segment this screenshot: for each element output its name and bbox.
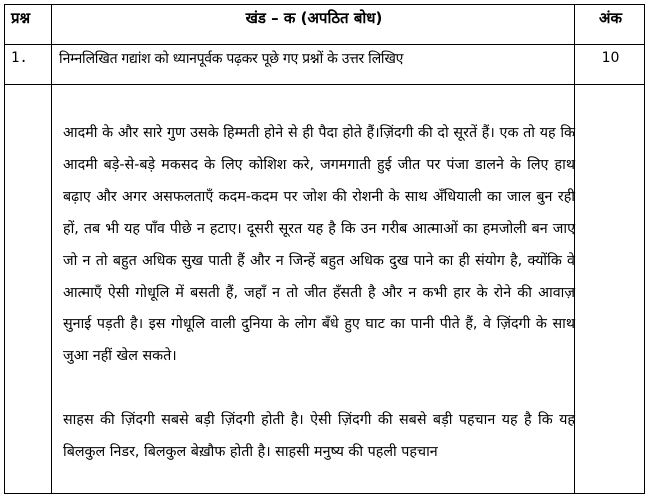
unseen-passage [63, 118, 575, 469]
passage-paragraph: साहस की ज़िंदगी सबसे बड़ी ज़िंदगी होती है। ऐसी ज़िंदगी की सबसे बड़ी पहचान यह है कि यह बिलकुल निडर, बिलकुल बेख़ौफ होती है। साहसी मनुष्य की पहली पहचान [63, 412, 575, 461]
question-marks: 10 [601, 50, 620, 66]
header-question: प्रश्न [11, 9, 31, 27]
column-divider [51, 5, 52, 493]
question-table [4, 4, 645, 494]
question-instruction: निम्नलिखित गद्यांश को ध्यानपूर्वक पढ़कर पूछे गए प्रश्नों के उत्तर लिखिए [59, 51, 404, 67]
passage-paragraph: आदमी के और सारे गुण उसके हिम्मती होने से ही पैदा होते हैं।ज़िंदगी की दो सूरतें हैं। एक तो यह कि आदमी बड़े-से-बड़े मकसद के लिए कोशिश करे, जगमगाती हुई जीत पर पंजा डालने के लिए हाथ बढ़ाए और अगर असफलताएँ कदम-कदम पर जोश की रोशनी के साथ अँधियाली का जाल बुन रही हों, तब भी यह पाँव पीछे न हटाए। दूसरी सूरत यह है कि उन गरीब आत्माओं का हमजोली बन जाए जो न तो बहुत अधिक सुख पाती हैं और न जिन्हें बहुत अधिक दुख पाने का ही संयोग है, क्योंकि वे आत्माएँ ऐसी गोधूलि में बसती हैं, जहाँ न तो जीत हँसती है और न कभी हार के रोने की आवाज़ सुनाई पड़ती है। इस गोधूलि वाली दुनिया के लोग बँधे हुए घाट का पानी पीते हैं, वे ज़िंदगी के साथ जुआ नहीं खेल सकते। [63, 125, 575, 365]
header-marks: अंक [599, 9, 622, 27]
row-divider [5, 44, 644, 45]
row-divider [5, 84, 644, 85]
section-title: खंड – क (अपठित बोध) [245, 9, 383, 27]
question-number: 1. [11, 50, 28, 66]
